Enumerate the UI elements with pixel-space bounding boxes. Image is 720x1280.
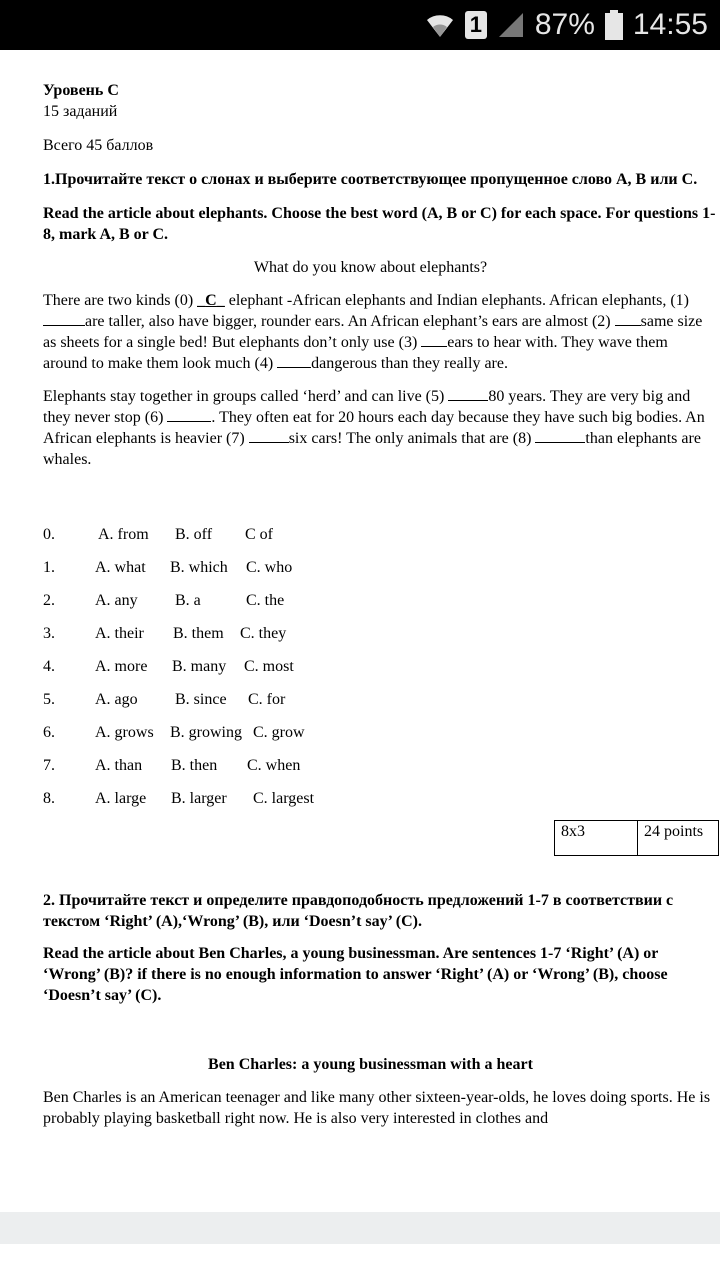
task1-ru-instruction: 1.Прочитайте текст о слонах и выберите соответствующее пропущенное слово А, В или С. (43, 171, 698, 188)
task1-title: What do you know about elephants? (253, 259, 488, 276)
task2-section (43, 890, 718, 1129)
level-heading: Уровень С (43, 82, 119, 99)
task-count: 15 заданий (43, 103, 118, 120)
battery-percent: 87% (534, 8, 595, 41)
total-points: Всего 45 баллов (43, 137, 154, 154)
task2-en-instruction: Read the article about Ben Charles, a young businessman. Are sentences 1-7 ‘Right’ (A) or ‘Wrong’ (B)? if there is no enough information to answer ‘Right’ (A) or ‘Wrong’ (B), choose ‘Doesn’t say’ (C). (43, 945, 668, 1004)
task1-paragraph-1: There are two kinds (0) _C_ elephant -African elephants and Indian elephants. African elephants, (1) are taller, also have bigger, rounder ears. An African elephant’s ears are almost (2) same size as sheets for a single bed! But elephants don’t only use (3) ears to hear with. They wave them around to make them look much (4) dangerous than they really are. (43, 292, 703, 372)
score-table (554, 820, 719, 856)
task2-body: Ben Charles is an American teenager and like many other sixteen-year-olds, he loves doing sports. He is probably playing basketball right now. He is also very interested in clothes and (43, 1089, 711, 1127)
task1-paragraph-2: Elephants stay together in groups called ‘herd’ and can live (5) 80 years. They are very big and they never stop (6) . They often eat for 20 hours each day because they have such big bodies. An African elephants is heavier (7) six cars! The only animals that are (8) than elephants are whales. (43, 388, 705, 468)
wifi-icon (425, 11, 455, 39)
battery-icon (605, 10, 623, 40)
status-bar (0, 0, 720, 50)
clock: 14:55 (632, 8, 708, 41)
document-page (43, 80, 718, 470)
sim-icon: 1 (465, 11, 487, 39)
score-points: 24 points (638, 821, 719, 856)
task1-en-instruction: Read the article about elephants. Choose the best word (A, B or C) for each space. For questions 1-8, mark A, B or C. (43, 205, 716, 243)
score-formula: 8x3 (555, 821, 638, 856)
signal-icon (497, 11, 525, 39)
task2-title: Ben Charles: a young businessman with a heart (208, 1056, 533, 1073)
bottom-bar (0, 1212, 720, 1244)
task2-ru-instruction: 2. Прочитайте текст и определите правдоподобность предложений 1-7 в соответствии с текстом ‘Right’ (A),‘Wrong’ (B), или ‘Doesn’t say’ (C). (43, 892, 674, 930)
